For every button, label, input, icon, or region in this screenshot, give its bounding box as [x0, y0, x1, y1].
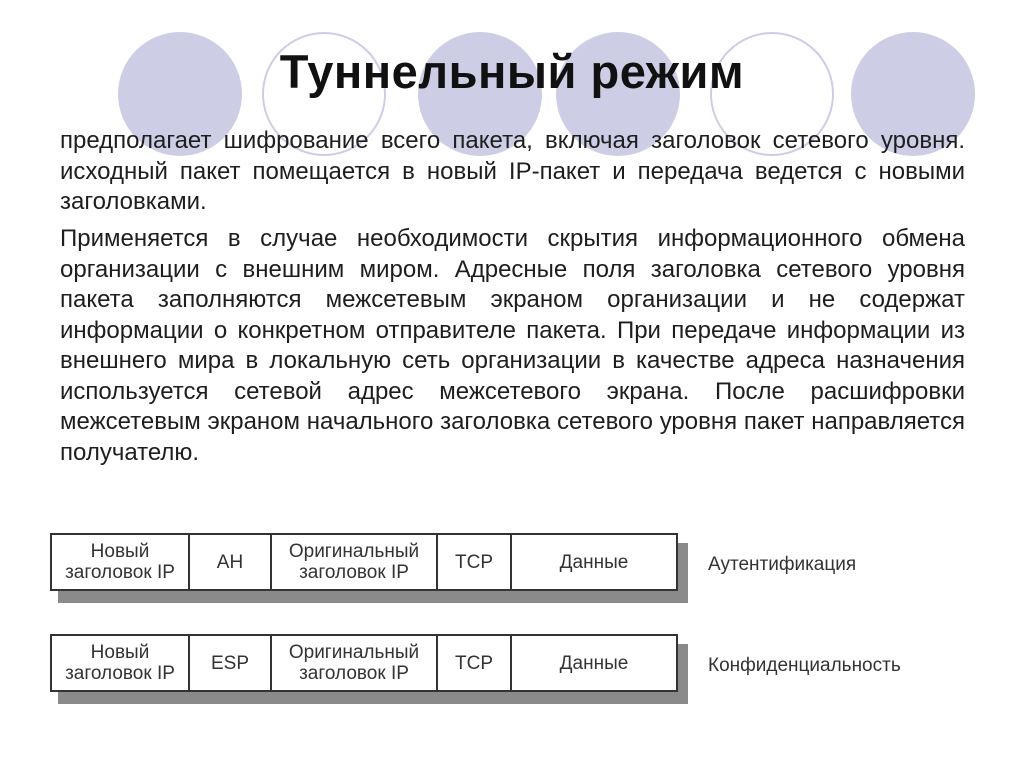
packet-cell-new-ip-header: Новый заголовок IP — [52, 535, 190, 589]
diagram-label-authentication: Аутентификация — [708, 554, 857, 575]
packet-structure — [50, 533, 678, 591]
packet-cell-ah: AH — [190, 535, 272, 589]
intro-paragraph: предполагает шифрование всего пакета, включая заголовок сетевого уровня. исходный пакет помещается в новый IP-пакет и передача ведется с новыми заголовками. — [60, 127, 965, 215]
packet-cell-tcp: TCP — [438, 535, 512, 589]
packet-cell-data: Данные — [559, 551, 629, 573]
diagram-label-confidentiality: Конфиденциальность — [708, 655, 901, 676]
packet-cell-tcp: TCP — [438, 636, 512, 690]
packet-cell-data: Данные — [559, 652, 629, 674]
packet-cell-new-ip-header: Новый заголовок IP — [52, 636, 190, 690]
packet-structure — [50, 634, 678, 692]
packet-diagram-authentication — [50, 533, 690, 605]
packet-cell-esp: ESP — [190, 636, 272, 690]
packet-cell-original-ip-header: Оригинальный заголовок IP — [272, 636, 438, 690]
usage-paragraph: Применяется в случае необходимости скрытия информационного обмена организации с внешним миром. Адресные поля заголовка сетевого уровня пакета заполняются межсетевым экраном организации и не содержат информации о конкретном отправителе пакета. При передаче информации из внешнего мира в локальную сеть организации в качестве адреса назначения используется сетевой адрес межсетевого экрана. После расшифровки межсетевым экраном начального заголовка сетевого уровня пакет направляется получателю. — [60, 225, 965, 466]
packet-diagram-confidentiality — [50, 634, 690, 706]
packet-cell-original-ip-header: Оригинальный заголовок IP — [272, 535, 438, 589]
slide-title: Туннельный режим — [279, 45, 745, 98]
